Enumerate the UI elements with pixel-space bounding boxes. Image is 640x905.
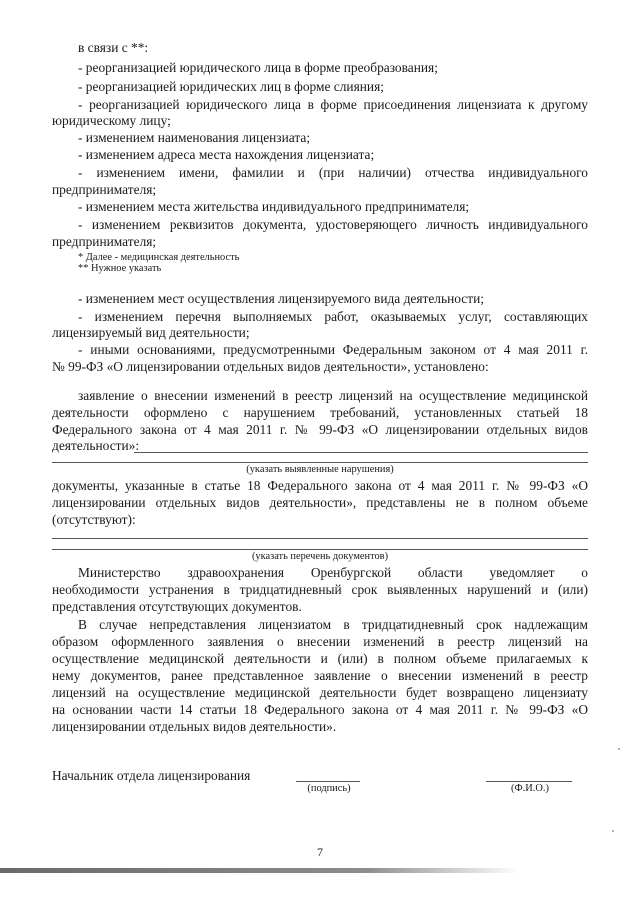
text-line: Федерального закона от 4 мая 2011 г. № 99-ФЗ «О лицензировании отдельных видов	[52, 422, 588, 437]
footnote: * Далее - медицинская деятельность	[78, 252, 240, 263]
text-line: (отсутствуют):	[52, 512, 136, 527]
list-item: - изменением адреса места нахождения лицензиата;	[78, 147, 375, 162]
list-item: - реорганизацией юридического лица в форме преобразования;	[78, 60, 438, 75]
text-line: предпринимателя;	[52, 234, 157, 249]
text-line: осуществление медицинской деятельности и (или) в полном объеме прилагаемых к	[52, 651, 588, 666]
text-line: лицензий на осуществление медицинской деятельности будет возвращено лицензиату	[52, 685, 588, 700]
text-line: деятельности»:	[52, 438, 140, 453]
text-line: заявление о внесении изменений в реестр лицензий на осуществление медицинской	[78, 388, 588, 403]
name-line	[486, 781, 572, 782]
list-item: - изменением наименования лицензиата;	[78, 130, 311, 145]
text-line: в связи с **:	[78, 40, 149, 55]
text-line: документы, указанные в статье 18 Федерального закона от 4 мая 2011 г. № 99-ФЗ «О	[52, 478, 588, 493]
text-line: юридическому лицу;	[52, 113, 171, 128]
caption-documents: (указать перечень документов)	[251, 551, 389, 562]
list-item: - реорганизацией юридических лиц в форме слияния;	[78, 79, 384, 94]
list-item: - иными основаниями, предусмотренными Федеральным законом от 4 мая 2011 г.	[78, 342, 588, 357]
caption-violations: (указать выявленные нарушения)	[246, 464, 394, 475]
signature-caption: (подпись)	[307, 783, 351, 794]
fill-line	[52, 538, 588, 539]
list-item: - изменением перечня выполняемых работ, оказываемых услуг, составляющих	[78, 309, 588, 324]
text-line: необходимости устранения в тридцатидневный срок выявленных нарушений и (или)	[52, 582, 588, 597]
page-number: 7	[317, 845, 323, 859]
text-line: лицензируемый вид деятельности;	[52, 325, 250, 340]
list-item: - изменением имени, фамилии и (при наличии) отчества индивидуального	[78, 165, 588, 180]
fill-line	[52, 549, 588, 550]
list-item: - изменением реквизитов документа, удостоверяющего личность индивидуального	[78, 217, 588, 232]
scan-speck	[612, 830, 614, 832]
list-item: - изменением места жительства индивидуального предпринимателя;	[78, 199, 470, 214]
text-line: № 99-ФЗ «О лицензировании отдельных видов деятельности», установлено:	[52, 359, 489, 374]
scan-edge-shadow	[0, 868, 520, 873]
scan-speck	[618, 748, 620, 750]
name-caption: (Ф.И.О.)	[511, 783, 549, 794]
text-line: В случае непредставления лицензиатом в тридцатидневный срок надлежащим	[78, 617, 588, 632]
text-line: Министерство здравоохранения Оренбургской области уведомляет о	[78, 565, 588, 580]
list-item: - изменением мест осуществления лицензируемого вида деятельности;	[78, 291, 484, 306]
text-line: образом оформленного заявления о внесении изменений в реестр лицензий на	[52, 634, 588, 649]
text-line: деятельности оформлено с нарушением требований, установленных статьей 18	[52, 405, 588, 420]
text-line: нему документов, ранее представленное заявление о внесении изменений в реестр	[52, 668, 588, 683]
text-line: лицензировании отдельных видов деятельности», представлены не в полном объеме	[52, 495, 588, 510]
list-item: - реорганизацией юридического лица в форме присоединения лицензиата к другому	[78, 97, 588, 112]
signatory-position: Начальник отдела лицензирования	[52, 768, 251, 783]
footnote: ** Нужное указать	[78, 263, 162, 274]
signature-line	[296, 781, 360, 782]
text-line: предпринимателя;	[52, 182, 157, 197]
text-line: представления отсутствующих документов.	[52, 599, 302, 614]
fill-line	[52, 462, 588, 463]
text-line: лицензировании отдельных видов деятельности».	[52, 719, 337, 734]
fill-line	[134, 452, 588, 453]
text-line: на основании части 14 статьи 18 Федерального закона от 4 мая 2011 г. № 99-ФЗ «О	[52, 702, 588, 717]
